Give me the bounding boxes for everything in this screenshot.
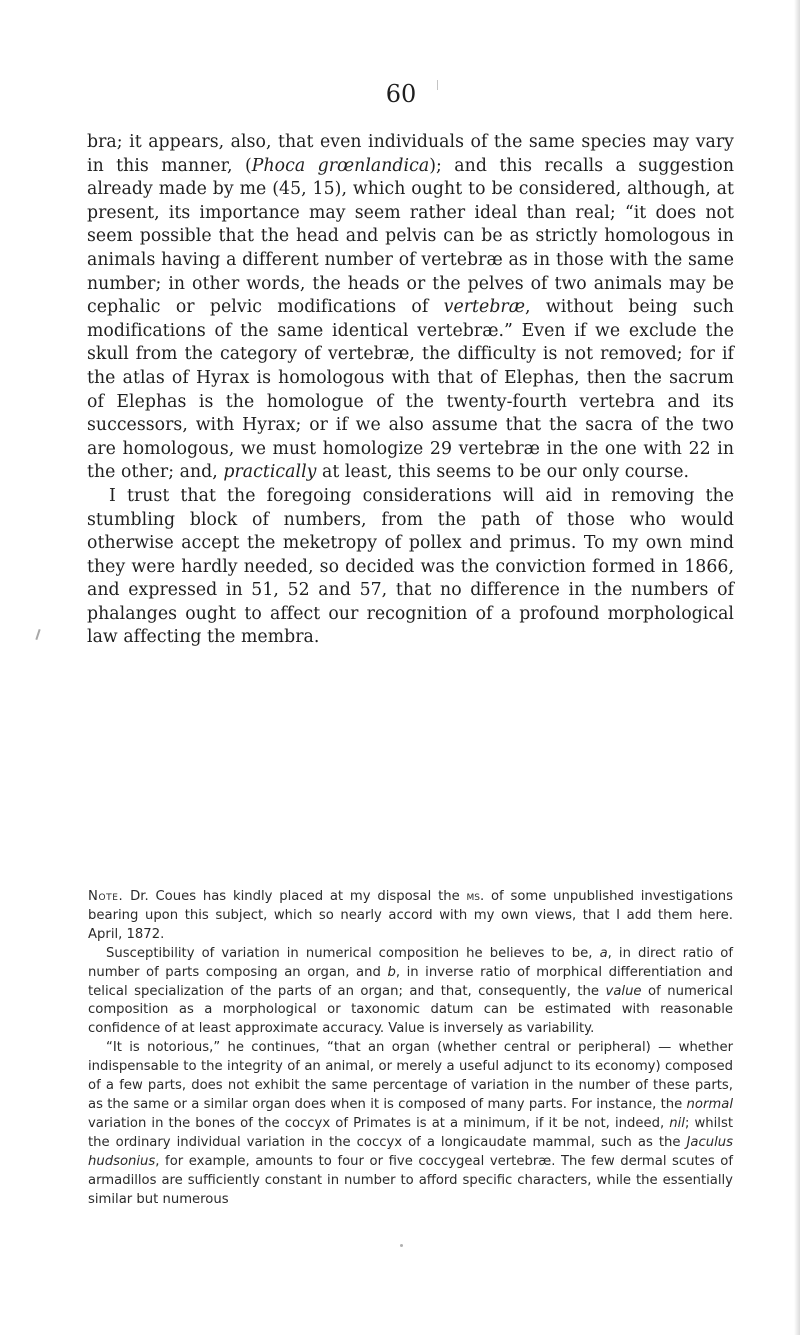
scan-mark — [437, 80, 438, 90]
text-run: bra; it appears, also, that even individuals of the same species may vary in this manner, ( — [87, 132, 734, 176]
note-label: Note. — [88, 889, 124, 904]
page-edge-shadow — [794, 0, 800, 1335]
text-run: ); and this recalls a suggestion already made by me (45, 15), which ought to be considered, although, at present, its importance may seem rather ideal than real; “it does not seem possible that the head and pelvis can be as strictly homologous in animals having a different number of vertebræ as in those with the same number; in other words, the heads or the pelves of two animals may be cephalic or pelvic modifications of — [87, 155, 735, 318]
italic-term: vertebræ — [443, 297, 526, 318]
italic-species-name: Jaculus hudsonius — [88, 1134, 733, 1169]
text-run: , in direct ratio of number of parts composing an organ, and — [88, 945, 733, 980]
text-run: Susceptibility of variation in numerical composition he believes to be, — [106, 945, 600, 961]
note-paragraph — [88, 945, 733, 1040]
text-run: , without being such modifications of the same identical vertebræ.” Even if we exclude the skull from the category of vertebræ, the difficulty is not removed; for if the atlas of Hyrax is homologous with that of Elephas, then the sacrum of Elephas is the homologue of the twenty-fourth vertebra and its successors, with Hyrax; or if we also assume that the sacra of the two are homologous, we must homologize 29 vertebræ in the one with 22 in the other; and, — [87, 297, 734, 483]
footnote-block — [88, 888, 733, 1209]
main-paragraph — [87, 131, 734, 485]
text-run: ; whilst the ordinary individual variation in the coccyx of a longicaudate mammal, such as the — [88, 1115, 733, 1150]
note-paragraph — [88, 888, 733, 945]
note-paragraph — [88, 1039, 733, 1209]
text-run: , for example, amounts to four or five coccygeal vertebræ. The few dermal scutes of armadillos are sufficiently constant in number to afford specific characters, while the essentially similar but numerous — [88, 1153, 733, 1207]
scan-mark — [35, 629, 40, 640]
text-run: I trust that the foregoing considerations will aid in removing the stumbling block of numbers, from the path of those who would otherwise accept the meketropy of pollex and primus. To my own mind they were hardly needed, so decided was the conviction formed in 1866, and expressed in 51, 52 and 57, that no difference in the numbers of phalanges ought to affect our recognition of a profound morphological law affecting the membra. — [87, 485, 734, 648]
text-run: variation in the bones of the coccyx of Primates is at a minimum, if it be not, indeed, — [88, 1115, 670, 1131]
text-run: Dr. Coues has kindly placed at my disposal the — [123, 889, 467, 904]
italic-species-name: Phoca grœnlandica — [251, 155, 430, 176]
text-run: at least, this seems to be our only course. — [316, 462, 690, 483]
italic-term: practically — [223, 462, 317, 483]
main-text — [87, 131, 734, 650]
italic-term: value — [605, 983, 642, 999]
italic-term: b — [387, 964, 396, 980]
text-run: of numerical composition as a morphological or taxonomic datum can be estimated with reasonable confidence of at least approximate accuracy. Value is inversely as variability. — [88, 983, 733, 1037]
main-paragraph — [87, 485, 734, 650]
text-run: of some unpublished investigations bearing upon this subject, which so nearly accord with my own views, that I add them here. April, 1872. — [88, 889, 733, 942]
italic-term: normal — [686, 1096, 733, 1112]
scan-mark — [400, 1244, 403, 1247]
italic-term: a — [599, 945, 608, 961]
manuscript-abbreviation: ms. — [466, 889, 485, 904]
text-run: , in inverse ratio of morphical differentiation and telical specialization of the parts of an organ; and that, consequently, the — [88, 964, 733, 999]
page-number: 60 — [385, 80, 417, 108]
text-run: “It is notorious,” he continues, “that an organ (whether central or peripheral) — whether indispensable to the integrity of an animal, or merely a useful adjunct to its economy) composed of a few parts, does not exhibit the same percentage of variation in the number of these parts, as the same or a similar organ does when it is composed of many parts. For instance, the — [88, 1040, 733, 1112]
italic-term: nil — [669, 1115, 685, 1131]
